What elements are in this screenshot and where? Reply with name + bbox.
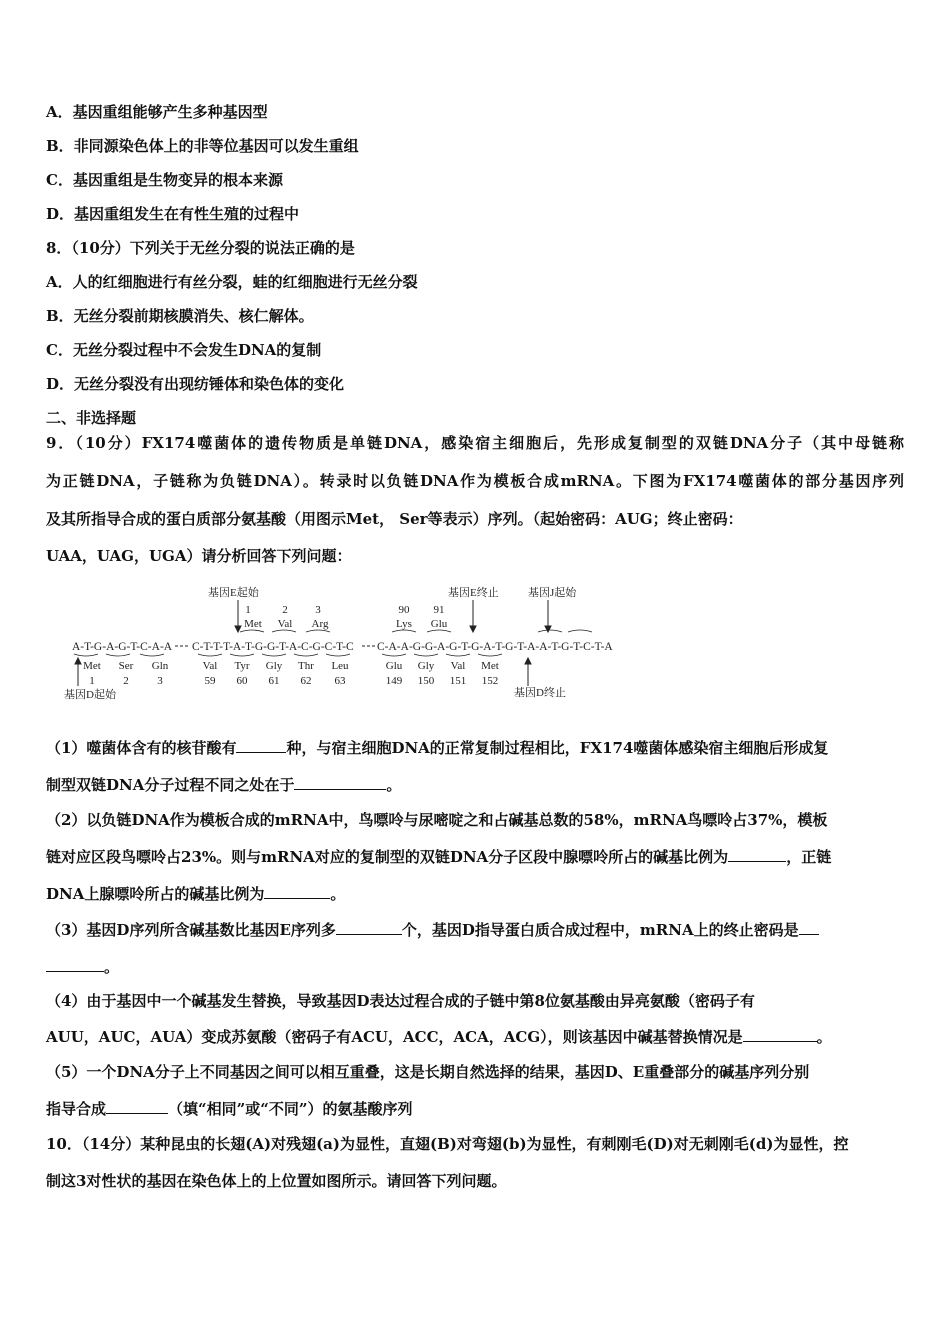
q8-option-d: D．无丝分裂没有出现纺锤体和染色体的变化 <box>46 375 345 393</box>
text-segment: 制型双链DNA分子过程不同之处在于 <box>46 776 295 794</box>
q9-part5-line-1: （5）一个DNA分子上不同基因之间可以相互重叠，这是长期自然选择的结果，基因D、E重叠部分的碱基序列分别 <box>46 1063 810 1081</box>
bottom-aa: Met <box>481 660 499 672</box>
q10-line-2: 制这3对性状的基因在染色体上的上位置如图所示。请回答下列问题。 <box>46 1172 507 1190</box>
q8-option-c: C．无丝分裂过程中不会发生DNA的复制 <box>46 341 322 359</box>
top-aa: Arg <box>311 618 329 630</box>
dna-seq-part-3: C-A-A-G-G-A-G-T-G-A-T-G-T-A-A-T-G-T-C-T-A <box>377 641 613 653</box>
text-segment: （填“相同”或“不同”）的氨基酸序列 <box>168 1100 413 1118</box>
bottom-aa: Val <box>450 660 466 672</box>
text-segment: 。 <box>330 885 346 903</box>
answer-blank[interactable] <box>799 920 819 935</box>
dna-seq-part-2: C-T-T-T-A-T-G-G-T-A-C-G-C-T-C <box>192 641 354 653</box>
q7-option-d: D．基因重组发生在有性生殖的过程中 <box>46 205 300 223</box>
dna-seq-part-1: A-T-G-A-G-T-C-A-A <box>72 641 173 653</box>
bottom-aa: Ser <box>118 660 134 672</box>
gene-e-end-label: 基因E终止 <box>448 587 499 599</box>
answer-blank[interactable] <box>743 1027 817 1042</box>
answer-blank[interactable] <box>264 884 330 899</box>
text-segment: 。 <box>816 1028 832 1046</box>
text-segment: （3）基因D序列所含碱基数比基因E序列多 <box>46 921 336 939</box>
bottom-aa: Gly <box>417 660 435 672</box>
q9-part1-line-1 <box>46 738 828 758</box>
answer-blank[interactable] <box>106 1099 168 1114</box>
bottom-num: 2 <box>123 675 129 687</box>
top-aa: Met <box>244 618 262 630</box>
bottom-num: 149 <box>385 675 403 687</box>
answer-blank[interactable] <box>46 957 104 972</box>
bottom-num: 63 <box>334 675 346 687</box>
bottom-aa: Glu <box>385 660 403 672</box>
top-num: 3 <box>315 604 321 616</box>
q8-option-b: B．无丝分裂前期核膜消失、核仁解体。 <box>46 307 314 325</box>
answer-blank[interactable] <box>728 847 786 862</box>
bottom-aa: Leu <box>331 660 349 672</box>
top-aa: Glu <box>430 618 448 630</box>
bottom-aa: Tyr <box>234 660 250 672</box>
section-title: 二、非选择题 <box>46 409 137 427</box>
text-segment: 种，与宿主细胞DNA的正常复制过程相比，FX174噬菌体感染宿主细胞后形成复 <box>286 739 829 757</box>
bottom-aa: Met <box>83 660 101 672</box>
top-aa: Lys <box>396 618 412 630</box>
text-segment: ，正链 <box>786 848 832 866</box>
bottom-num: 59 <box>204 675 216 687</box>
answer-blank[interactable] <box>336 920 402 935</box>
q9-part2-line-2 <box>46 847 831 867</box>
text-segment: 。 <box>386 776 402 794</box>
q9-part2-line-1: （2）以负链DNA作为模板合成的mRNA中，鸟嘌呤与尿嘧啶之和占碱基总数的58%，mRNA鸟嘌呤占37%，模板 <box>46 811 828 829</box>
text-segment: 指导合成 <box>46 1100 107 1118</box>
bottom-aa: Gln <box>151 660 169 672</box>
gene-j-start-label: 基因J起始 <box>528 587 577 599</box>
q9-part4-line-2 <box>46 1027 832 1047</box>
bottom-num: 62 <box>300 675 312 687</box>
gene-e-start-label: 基因E起始 <box>208 587 259 599</box>
text-segment: 个，基因D指导蛋白质合成过程中，mRNA上的终止密码是 <box>401 921 799 939</box>
text-segment: （1）噬菌体含有的核苷酸有 <box>46 739 237 757</box>
q9-stem-line-4: UAA，UAG，UGA）请分析回答下列问题： <box>46 547 352 565</box>
bottom-num: 60 <box>236 675 248 687</box>
q9-stem-line-3: 及其所指导合成的蛋白质部分氨基酸（用图示Met， Ser等表示）序列。（起始密码：AUG；终止密码： <box>46 510 743 528</box>
q9-part3-line-1 <box>46 920 819 940</box>
top-num: 90 <box>398 604 410 616</box>
q9-part1-line-2 <box>46 775 401 795</box>
bottom-num: 151 <box>449 675 467 687</box>
gene-sequence-figure <box>60 582 640 712</box>
q9-part2-line-3 <box>46 884 345 904</box>
q9-stem-line-1: 9．（10分）FX174噬菌体的遗传物质是单链DNA，感染宿主细胞后，先形成复制型的双链DNA分子（其中母链称 <box>46 434 904 452</box>
bottom-aa: Thr <box>298 660 314 672</box>
q8-option-a: A．人的红细胞进行有丝分裂，蛙的红细胞进行无丝分裂 <box>46 273 418 291</box>
top-num: 91 <box>433 604 445 616</box>
bottom-num: 152 <box>481 675 499 687</box>
answer-blank[interactable] <box>294 775 386 790</box>
text-segment: DNA上腺嘌呤所占的碱基比例为 <box>46 885 265 903</box>
text-segment: AUU，AUC，AUA）变成苏氨酸（密码子有ACU，ACC，ACA，ACG），则该基因中碱基替换情况是 <box>46 1028 743 1046</box>
top-aa: Val <box>277 618 293 630</box>
bottom-num: 150 <box>417 675 435 687</box>
q8-stem: 8．（10分）下列关于无丝分裂的说法正确的是 <box>46 239 355 257</box>
q7-option-c: C．基因重组是生物变异的根本来源 <box>46 171 283 189</box>
top-num: 2 <box>282 604 288 616</box>
q9-part3-line-2 <box>46 957 119 977</box>
text-segment: 。 <box>104 958 120 976</box>
gene-d-end-label: 基因D终止 <box>514 687 566 699</box>
bottom-aa: Val <box>202 660 218 672</box>
bottom-num: 3 <box>157 675 163 687</box>
bottom-aa: Gly <box>265 660 283 672</box>
answer-blank[interactable] <box>236 738 286 753</box>
text-segment: 链对应区段鸟嘌呤占23%。则与mRNA对应的复制型的双链DNA分子区段中腺嘌呤所占的碱基比例为 <box>46 848 729 866</box>
q7-option-a: A．基因重组能够产生多种基因型 <box>46 103 268 121</box>
bottom-num: 1 <box>89 675 95 687</box>
q10-line-1: 10．（14分）某种昆虫的长翅(A)对残翅(a)为显性，直翅(B)对弯翅(b)为显性，有刺刚毛(D)对无刺刚毛(d)为显性，控 <box>46 1135 849 1153</box>
bottom-num: 61 <box>268 675 280 687</box>
q9-stem-line-2: 为正链DNA，子链称为负链DNA）。转录时以负链DNA作为模板合成mRNA。下图为FX174噬菌体的部分基因序列 <box>46 472 904 490</box>
q9-part5-line-2 <box>46 1099 413 1119</box>
q7-option-b: B．非同源染色体上的非等位基因可以发生重组 <box>46 137 359 155</box>
gene-d-start-label: 基因D起始 <box>64 689 116 701</box>
top-num: 1 <box>245 604 251 616</box>
q9-part4-line-1: （4）由于基因中一个碱基发生替换，导致基因D表达过程合成的子链中第8位氨基酸由异亮氨酸（密码子有 <box>46 992 755 1010</box>
